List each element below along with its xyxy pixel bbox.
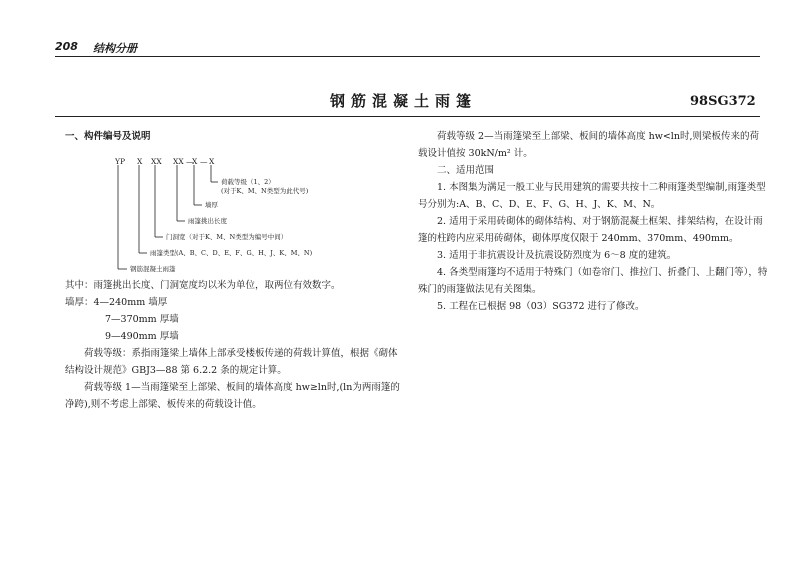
label-type: 雨篷类型(A、B、C、D、E、F、G、H、J、K、M、N) [150, 249, 313, 257]
code-dash-1: — [186, 157, 194, 166]
scope-item-2: 2. 适用于采用砖砌体的砌体结构、对于钢筋混凝土框架、排架结构，在设计雨篷的柱跨内应采用砖砌体，砌体厚度仅限于 240mm、370mm、490mm。 [418, 216, 763, 244]
scope-item-5: 5. 工程在已根据 98（03）SG372 进行了修改。 [437, 301, 645, 312]
page-header [55, 34, 755, 54]
load-level-2-text: 荷载等级 2—当雨篷梁至上部梁、板间的墙体高度 hw<ln时,则梁板传来的荷载设计值按 30kN/m² 计。 [418, 131, 759, 159]
header-rule [55, 56, 760, 57]
label-door: 门洞宽（对于K、M、N类型为编号中间） [166, 233, 288, 241]
page-number: 208 [55, 40, 78, 53]
code-part-door: XX [151, 157, 162, 166]
title-rule [55, 116, 760, 117]
label-load-note: (对于K、M、N类型为此代号) [221, 187, 309, 195]
scope-item-1: 1. 本图集为满足一般工业与民用建筑的需要共按十二种雨篷类型编制,雨篷类型号分别为:A、B、C、D、E、F、G、H、J、K、M、N。 [418, 182, 766, 210]
code-dash-2: — [200, 157, 208, 166]
scope-item-4: 4. 各类型雨篷均不适用于特殊门（如卷帘门、推拉门、折叠门、上翻门等），特殊门的雨篷做法见有关图集。 [418, 267, 768, 295]
numbering-diagram [65, 145, 405, 277]
code-part-load: X [209, 157, 215, 166]
label-name: 钢筋混凝土雨篷 [130, 265, 176, 273]
label-wall: 墙厚 [205, 201, 218, 209]
units-note: 其中：雨篷挑出长度、门洞宽度均以米为单位，取两位有效数字。 [65, 280, 341, 291]
label-load: 荷载等级（1、2） [221, 178, 275, 186]
label-length: 雨篷挑出长度 [188, 217, 227, 225]
leader-lines [65, 145, 325, 277]
wall-label: 墙厚： [65, 297, 94, 308]
wall-240: 4—240mm 墙厚 [93, 297, 168, 308]
scope-item-3: 3. 适用于非抗震设计及抗震设防烈度为 6～8 度的建筑。 [437, 250, 677, 261]
wall-line-1 [65, 294, 405, 311]
page-title: 钢筋混凝土雨篷 [330, 92, 478, 110]
wall-thickness-list [65, 294, 405, 345]
code-part-yp: YP [115, 157, 125, 166]
section-heading-1: 一、构件编号及说明 [65, 131, 151, 142]
section-name: 结构分册 [93, 42, 137, 55]
right-column [418, 128, 768, 315]
code-part-length: XX [173, 157, 184, 166]
load-level-text: 荷载等级：系指雨篷梁上墙体上部承受楼板传递的荷载计算值，根据《砌体结构设计规范》GBJ3—88 第 6.2.2 条的规定计算。 [65, 348, 398, 376]
code-part-wall: X [192, 157, 198, 166]
code-part-type: X [137, 157, 143, 166]
wall-490: 9—490mm 厚墙 [105, 331, 179, 342]
atlas-code: 98SG372 [690, 94, 756, 109]
section-heading-2: 二、适用范围 [437, 165, 495, 176]
left-column [65, 128, 405, 413]
load-level-1-text: 荷载等级 1—当雨篷梁至上部梁、板间的墙体高度 hw≥ln时,(ln为两雨篷的净跨),则不考虑上部梁、板传来的荷载设计值。 [65, 382, 400, 410]
wall-370: 7—370mm 厚墙 [105, 314, 179, 325]
